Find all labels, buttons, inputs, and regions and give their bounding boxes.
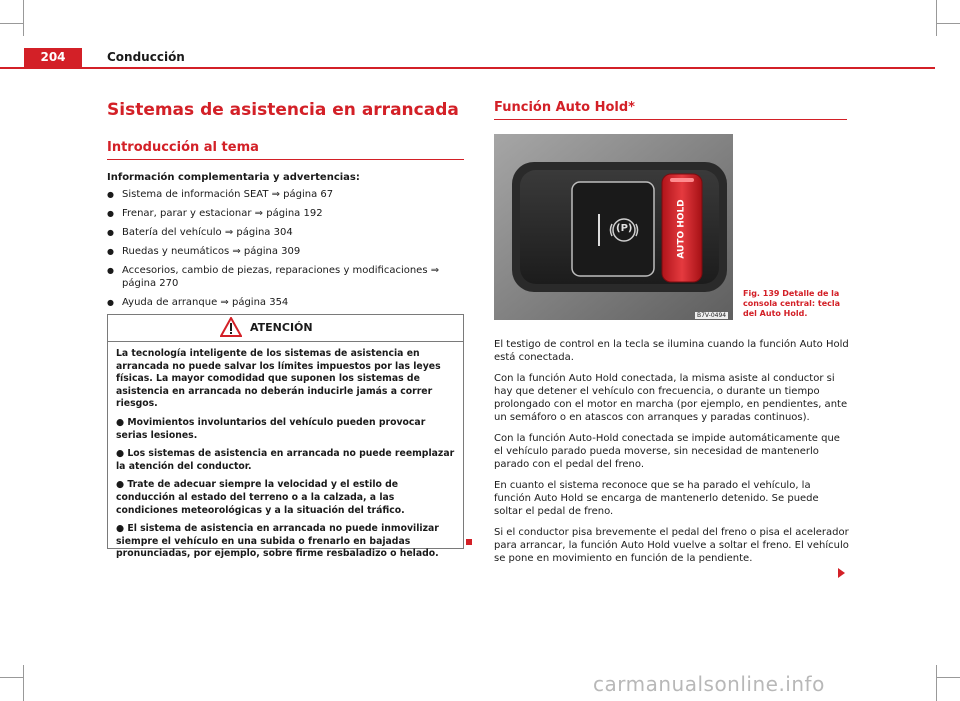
warning-paragraph: ● Movimientos involuntarios del vehículo pueden provocar serias lesiones. — [116, 416, 426, 441]
warning-header — [108, 315, 463, 342]
list-item: ● Frenar, parar y estacionar ⇒ página 192 — [107, 207, 464, 220]
crop-mark — [936, 665, 937, 701]
list-item: ● Batería del vehículo ⇒ página 304 — [107, 226, 464, 239]
warning-paragraph: ● El sistema de asistencia en arrancada no puede inmovilizar siempre el vehículo en una subida o frenarlo en bajadas pronunciadas, por ejemplo, sobre firme resbaladizo o helado. — [116, 523, 439, 560]
paragraph: Con la función Auto Hold conectada, la misma asiste al conductor si hay que detener el vehículo con frecuencia, o durante un tiempo prolongado con el motor en marcha (por ejemplo, en pendientes, ante un semáforo o en atascos con arranques y paradas continuos). — [494, 373, 848, 423]
list-item: ● Ayuda de arranque ⇒ página 354 — [107, 296, 464, 309]
warning-box — [107, 314, 464, 560]
warning-paragraph: ● Los sistemas de asistencia en arrancada no puede reemplazar la atención del conductor. — [116, 448, 455, 472]
list-item: ● Ruedas y neumáticos ⇒ página 309 — [107, 245, 464, 258]
reference-list — [107, 188, 464, 315]
paragraph: En cuanto el sistema reconoce que se ha parado el vehículo, la función Auto Hold se encarga de mantenerlo detenido. Se puede soltar el pedal de freno. — [494, 480, 819, 517]
figure-code: B7V-0494 — [697, 312, 727, 319]
crop-mark — [0, 677, 24, 678]
subtitle: Introducción al tema — [107, 140, 464, 160]
body-text — [494, 338, 849, 573]
list-item: ● Sistema de información SEAT ⇒ página 67 — [107, 188, 464, 201]
watermark: carmanualsonline.info — [593, 672, 825, 696]
crop-mark — [0, 23, 24, 24]
paragraph: Si el conductor pisa brevemente el pedal del freno o pisa el acelerador para arrancar, la función Auto Hold vuelve a soltar el freno. El vehículo se pone en movimiento en función de la pendiente. — [494, 527, 849, 564]
crop-mark — [936, 0, 937, 36]
crop-mark — [936, 23, 960, 24]
section-title: Función Auto Hold* — [494, 100, 847, 120]
page-title: Sistemas de asistencia en arrancada — [107, 100, 459, 120]
page-number: 204 — [24, 48, 82, 67]
paragraph: Con la función Auto-Hold conectada se impide automáticamente que el vehículo parado pueda moverse, sin necesidad de mantenerlo parado con el pedal del freno. — [494, 433, 840, 470]
crop-mark — [936, 677, 960, 678]
console-illustration — [494, 134, 733, 320]
paragraph: El testigo de control en la tecla se ilumina cuando la función Auto Hold está conectada. — [494, 339, 849, 363]
section-end-marker — [466, 539, 472, 545]
parking-brake-symbol: (P) — [616, 223, 633, 234]
figure-caption: Fig. 139 Detalle de la consola central: tecla del Auto Hold. — [743, 289, 841, 318]
crop-mark — [23, 0, 24, 36]
intro-label: Información complementaria y advertencias: — [107, 172, 360, 183]
continue-arrow-icon — [838, 568, 845, 578]
warning-paragraph: La tecnología inteligente de los sistemas de asistencia en arrancada no puede salvar los límites impuestos por las leyes físicas. La mayor comodidad que suponen los sistemas de asistencia en arrancada no deberán inducirle jamás a correr riesgos. — [116, 348, 441, 410]
warning-paragraph: ● Trate de adecuar siempre la velocidad y el estilo de conducción al estado del terreno o a la calzada, a las condiciones meteorológicas y a la situación del tráfico. — [116, 479, 405, 516]
figure-auto-hold — [494, 134, 733, 320]
section-name: Conducción — [107, 50, 185, 64]
warning-title: ATENCIÓN — [250, 321, 313, 334]
auto-hold-button-label: AUTO HOLD — [676, 199, 687, 259]
warning-body — [108, 342, 463, 561]
crop-mark — [23, 665, 24, 701]
list-item: ● Accesorios, cambio de piezas, reparaciones y modificaciones ⇒ página 270 — [107, 264, 464, 290]
warning-icon — [220, 317, 242, 337]
